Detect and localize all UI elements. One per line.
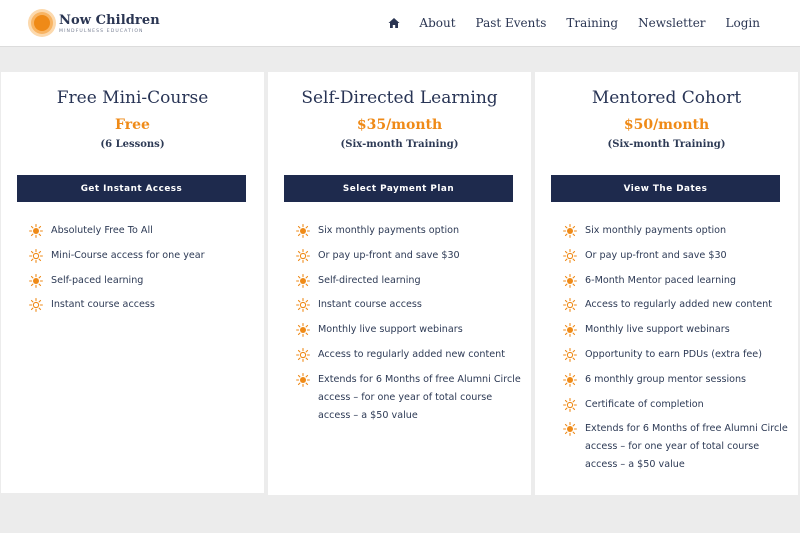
sun-icon bbox=[563, 298, 577, 312]
feature-text: Mini-Course access for one year bbox=[51, 249, 205, 261]
feature-item bbox=[563, 296, 788, 314]
sun-icon bbox=[563, 348, 577, 362]
sun-logo-icon[interactable] bbox=[27, 8, 57, 38]
feature-item bbox=[563, 222, 788, 240]
nav-training[interactable]: Training bbox=[566, 16, 619, 30]
feature-item bbox=[296, 346, 521, 364]
feature-item bbox=[29, 247, 254, 265]
sun-icon bbox=[296, 224, 310, 238]
nav-newsletter[interactable]: Newsletter bbox=[638, 16, 706, 30]
feature-text: Extends for 6 Months of free Alumni Circle access – for one year of total course access – a $50 value bbox=[585, 423, 788, 471]
plan-title: Self-Directed Learning bbox=[301, 88, 498, 108]
feature-text: Self-directed learning bbox=[318, 274, 421, 286]
sun-icon bbox=[29, 298, 43, 312]
feature-text: Six monthly payments option bbox=[318, 225, 460, 236]
feature-item bbox=[563, 247, 788, 265]
nav-past-events[interactable]: Past Events bbox=[475, 16, 547, 30]
plan-price: $35/month bbox=[356, 117, 443, 133]
sun-icon bbox=[296, 274, 310, 288]
logo[interactable] bbox=[59, 14, 160, 34]
plan-title: Mentored Cohort bbox=[591, 88, 742, 108]
sun-icon bbox=[29, 249, 43, 263]
feature-item bbox=[296, 371, 521, 425]
view-the-dates-button[interactable]: View The Dates bbox=[551, 175, 780, 202]
feature-text: 6 monthly group mentor sessions bbox=[585, 373, 747, 385]
feature-text: Monthly live support webinars bbox=[585, 324, 730, 336]
feature-item bbox=[296, 222, 521, 240]
sun-icon bbox=[296, 323, 310, 337]
sun-icon bbox=[296, 348, 310, 362]
plan-card-free bbox=[1, 72, 264, 493]
feature-text: Instant course access bbox=[318, 299, 422, 311]
get-instant-access-button[interactable]: Get Instant Access bbox=[17, 175, 246, 202]
feature-text: Six monthly payments option bbox=[585, 225, 727, 236]
feature-item bbox=[563, 321, 788, 339]
feature-list bbox=[296, 222, 521, 432]
feature-text: Or pay up-front and save $30 bbox=[585, 249, 727, 261]
feature-item bbox=[563, 346, 788, 364]
sun-icon bbox=[29, 224, 43, 238]
plan-price: Free bbox=[115, 117, 150, 133]
plan-title: Free Mini-Course bbox=[56, 88, 209, 108]
sun-icon bbox=[563, 224, 577, 238]
feature-item bbox=[563, 371, 788, 389]
feature-text: Certificate of completion bbox=[585, 398, 704, 410]
feature-text: Access to regularly added new content bbox=[318, 348, 505, 360]
feature-text: Or pay up-front and save $30 bbox=[318, 249, 460, 261]
feature-list bbox=[29, 222, 254, 321]
sun-icon bbox=[29, 274, 43, 288]
feature-text: Extends for 6 Months of free Alumni Circle access – for one year of total course access – a $50 value bbox=[318, 373, 521, 421]
feature-text: Self-paced learning bbox=[51, 274, 144, 286]
feature-text: Opportunity to earn PDUs (extra fee) bbox=[585, 348, 762, 360]
main-nav bbox=[388, 16, 760, 30]
feature-item bbox=[296, 321, 521, 339]
feature-item bbox=[29, 222, 254, 240]
plan-card-mentored bbox=[535, 72, 798, 495]
plan-card-self-directed bbox=[268, 72, 531, 495]
feature-item bbox=[296, 247, 521, 265]
feature-item bbox=[29, 296, 254, 314]
feature-item bbox=[563, 420, 788, 474]
feature-text: Instant course access bbox=[51, 299, 155, 311]
sun-icon bbox=[296, 373, 310, 387]
sun-icon bbox=[563, 274, 577, 288]
feature-item bbox=[563, 272, 788, 290]
feature-item bbox=[296, 296, 521, 314]
brand-tagline: MINDFULNESS EDUCATION bbox=[59, 29, 144, 34]
plan-price: $50/month bbox=[623, 117, 710, 133]
feature-item bbox=[563, 396, 788, 414]
nav-login[interactable]: Login bbox=[725, 16, 760, 30]
nav-about[interactable]: About bbox=[419, 16, 456, 30]
feature-text: Monthly live support webinars bbox=[318, 324, 463, 336]
feature-item bbox=[29, 272, 254, 290]
feature-list bbox=[563, 222, 788, 481]
plan-subtitle: (Six-month Training) bbox=[607, 139, 726, 150]
feature-text: 6-Month Mentor paced learning bbox=[585, 274, 736, 286]
sun-icon bbox=[563, 323, 577, 337]
home-icon[interactable] bbox=[388, 17, 400, 29]
plan-subtitle: (Six-month Training) bbox=[340, 139, 459, 150]
feature-text: Access to regularly added new content bbox=[585, 299, 772, 311]
brand-name: Now Children bbox=[59, 13, 160, 28]
sun-icon bbox=[563, 373, 577, 387]
feature-item bbox=[296, 272, 521, 290]
feature-text: Absolutely Free To All bbox=[51, 225, 153, 236]
sun-icon bbox=[296, 249, 310, 263]
sun-icon bbox=[563, 249, 577, 263]
sun-icon bbox=[563, 422, 577, 436]
select-payment-plan-button[interactable]: Select Payment Plan bbox=[284, 175, 513, 202]
site-header bbox=[0, 0, 800, 47]
sun-icon bbox=[296, 298, 310, 312]
sun-icon bbox=[563, 398, 577, 412]
plan-subtitle: (6 Lessons) bbox=[100, 139, 165, 150]
